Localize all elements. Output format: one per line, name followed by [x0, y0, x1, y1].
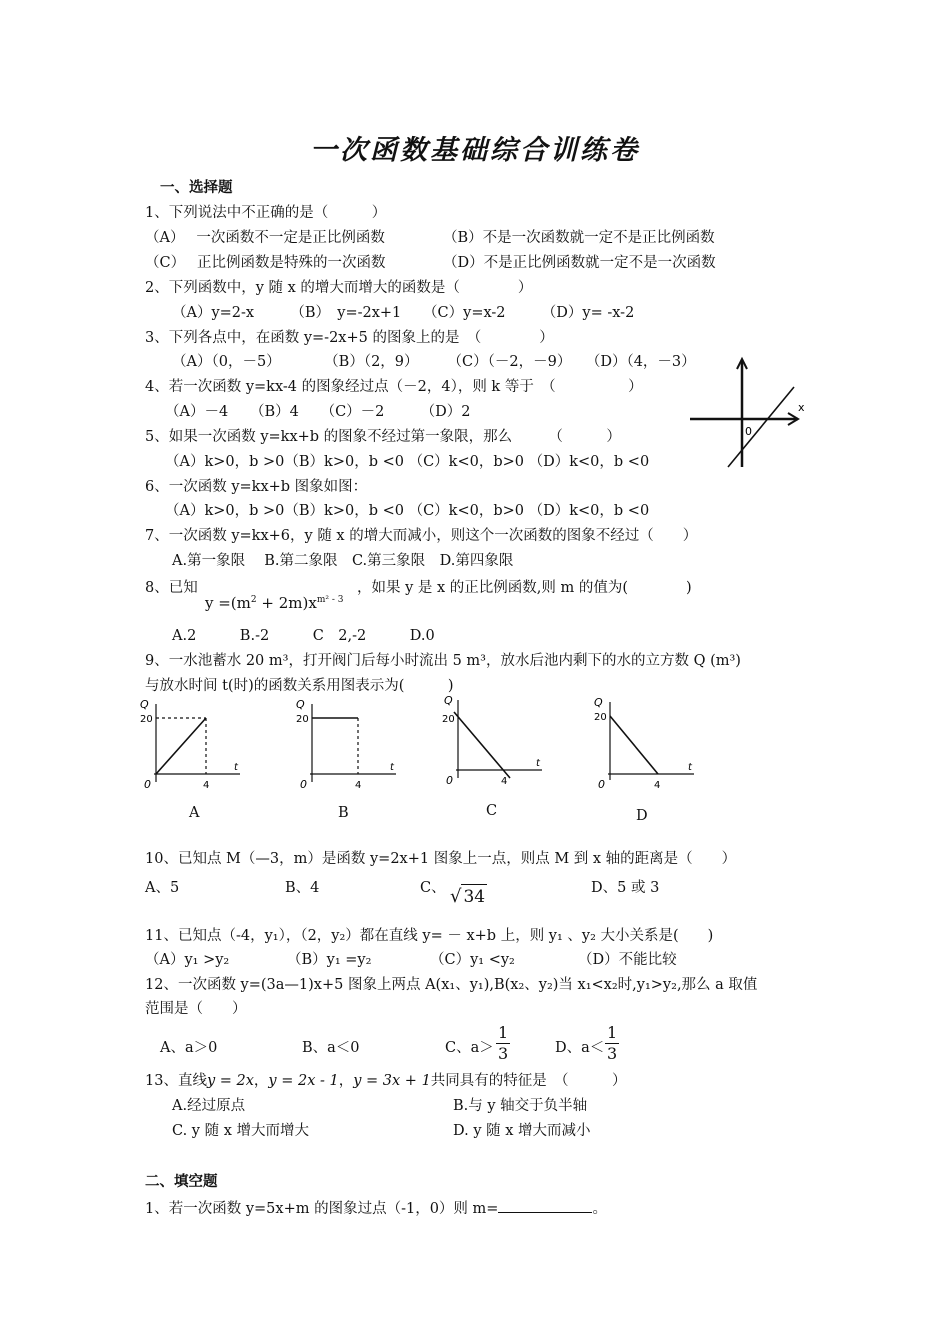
q6-x-label: x — [798, 401, 805, 414]
fill1-question — [145, 1198, 607, 1219]
q13-option-d: D. y 随 x 增大而减小 — [453, 1123, 591, 1139]
q9-c-y-tick: 20 — [442, 714, 455, 725]
q11-stem: 11、已知点（-4，y₁），（2，y₂）都在直线 y= － x+b 上，则 y₁ 、y₂ 大小关系是( ) — [145, 928, 714, 944]
q10-option-c-sqrt: √ 34 — [450, 886, 486, 907]
q9-c-origin: 0 — [446, 774, 453, 787]
q12-line1: 12、一次函数 y=(3a—1)x+5 图象上两点 A(x₁、y₁),B(x₂、y₂)当 x₁<x₂时,y₁>y₂,那么 a 取值 — [145, 977, 758, 993]
q9-b-origin: 0 — [300, 778, 307, 791]
q9-d-line — [610, 716, 658, 774]
q9-a-line — [156, 718, 206, 774]
q8-suffix: ，如果 y 是 x 的正比例函数,则 m 的值为( ) — [357, 580, 692, 596]
q10-option-c-prefix: C、 — [420, 880, 446, 896]
q1-option-c: （C） 正比例函数是特殊的一次函数 — [145, 255, 386, 271]
q9-a-y-tick: 20 — [140, 714, 153, 725]
q13-option-a: A.经过原点 — [172, 1098, 246, 1114]
q9-d-y-tick: 20 — [594, 712, 607, 723]
q10-option-a: A、5 — [145, 880, 180, 896]
q12-option-d-fraction — [605, 1023, 619, 1064]
fill1-stem: 1、若一次函数 y=5x+m 的图象过点（-1，0）则 m= — [145, 1201, 499, 1217]
section-fill-heading: 二、填空题 — [145, 1173, 218, 1190]
q9-b-y-label: Q — [296, 698, 305, 711]
q11-option-a: （A）y₁ >y₂ — [145, 952, 230, 968]
q9-d-origin: 0 — [598, 778, 605, 791]
q9-b-y-tick: 20 — [296, 714, 309, 725]
q9-graph-d-label: D — [636, 808, 648, 824]
q3-options: （A）（0，－5） （B）（2，9） （C）（－2，－9） （D）（4，－3） — [172, 354, 696, 370]
q9-line2: 与放水时间 t(时)的函数关系用图表示为( ) — [145, 678, 454, 694]
q8-formula-exp2: m² - 3 — [316, 595, 344, 605]
q13-eq1: y = 2x — [206, 1073, 254, 1089]
q9-c-y-label: Q — [444, 694, 453, 707]
q11-option-d: （D）不能比较 — [578, 952, 677, 968]
q13-eq3: y = 3x + 1 — [353, 1073, 431, 1089]
q7-options: A.第一象限 B.第二象限 C.第三象限 D.第四象限 — [172, 553, 514, 569]
q9-c-x-tick: 4 — [501, 776, 508, 787]
q5-stem: 5、如果一次函数 y=kx+b 的图象不经过第一象限，那么 （ ） — [145, 429, 621, 445]
q13-option-b: B.与 y 轴交于负半轴 — [453, 1098, 588, 1114]
q9-graph-b-label: B — [338, 805, 349, 821]
q5-options: （A）k>0，b >0（B）k>0，b <0 （C）k<0，b>0 （D）k<0，b <0 — [165, 454, 650, 470]
q2-stem: 2、下列函数中，y 随 x 的增大而增大的函数是（ ） — [145, 280, 533, 296]
q9-a-y-label: Q — [140, 698, 149, 711]
q7-stem: 7、一次函数 y=kx+6，y 随 x 的增大而减小，则这个一次函数的图象不经过（ ） — [145, 528, 698, 544]
q12-option-d: D、a＜ — [555, 1040, 605, 1056]
q12-option-b: B、a＜0 — [302, 1040, 360, 1056]
q1-option-d: （D）不是正比例函数就一定不是一次函数 — [443, 255, 716, 271]
q8-formula-y: y =(m — [205, 594, 251, 612]
q12-c-frac-num: 1 — [498, 1023, 509, 1042]
q9-graph-b — [294, 696, 404, 796]
q13-option-c: C. y 随 x 增大而增大 — [172, 1123, 309, 1139]
q8-options: A.2 B.-2 C 2,-2 D.0 — [172, 628, 435, 644]
q9-b-x-label: t — [390, 762, 394, 773]
q13-eq2: y = 2x - 1 — [268, 1073, 339, 1089]
q13-stem: 13、直线y = 2x，y = 2x - 1，y = 3x + 1共同具有的特征是 （ ） — [145, 1073, 627, 1089]
q10-option-c-radicand: 34 — [461, 884, 487, 909]
q8-formula — [205, 590, 343, 613]
q6-function-line — [728, 387, 794, 467]
q10-option-d: D、5 或 3 — [591, 880, 660, 896]
q9-a-x-label: t — [234, 762, 238, 773]
fill1-answer-blank[interactable] — [498, 1198, 592, 1213]
q9-a-x-tick: 4 — [203, 780, 210, 791]
fill1-end: 。 — [592, 1201, 607, 1217]
q1-option-b: （B）不是一次函数就一定不是正比例函数 — [443, 230, 715, 246]
q9-graph-a-label: A — [189, 805, 200, 821]
q9-graph-a — [138, 696, 248, 796]
q8-formula-mid: + 2m)x — [256, 594, 317, 612]
q12-option-c: C、a＞ — [445, 1040, 494, 1056]
q9-c-x-label: t — [536, 758, 540, 769]
q10-option-c — [420, 878, 446, 898]
q10-option-b: B、4 — [285, 880, 320, 896]
q12-option-a: A、a＞0 — [160, 1040, 218, 1056]
q9-graph-c-label: C — [486, 803, 498, 819]
q9-d-y-label: Q — [594, 696, 603, 709]
q6-stem: 6、一次函数 y=kx+b 图象如图： — [145, 479, 368, 495]
page-title: 一次函数基础综合训练卷 — [310, 135, 640, 166]
q9-c-line — [454, 712, 510, 778]
q6-line-graph — [686, 355, 811, 475]
q4-options: （A）－4 （B）4 （C）－2 （D）2 — [165, 404, 471, 420]
q11-option-c: （C）y₁ <y₂ — [430, 952, 515, 968]
q13-stem-prefix: 13、直线 — [145, 1073, 207, 1089]
q12-line2: 范围是（ ） — [145, 1001, 247, 1017]
q13-stem-suffix: 共同具有的特征是 （ ） — [430, 1073, 627, 1089]
q12-d-frac-num: 1 — [607, 1023, 618, 1042]
q9-graph-c — [440, 692, 550, 792]
q6-options: （A）k>0，b >0（B）k>0，b <0 （C）k<0，b>0 （D）k<0，b <0 — [165, 503, 650, 519]
q4-stem: 4、若一次函数 y=kx-4 的图象经过点（－2，4），则 k 等于 （ ） — [145, 379, 643, 395]
q9-graph-d — [592, 694, 702, 794]
q12-c-frac-den: 3 — [498, 1044, 509, 1063]
q8-prefix: 8、已知 — [145, 580, 198, 596]
q9-b-x-tick: 4 — [355, 780, 362, 791]
section-choice-heading: 一、选择题 — [160, 179, 233, 196]
q6-origin-label: 0 — [745, 425, 752, 438]
q2-options: （A）y=2-x （B） y=-2x+1 （C）y=x-2 （D）y= -x-2 — [172, 305, 635, 321]
q10-stem: 10、已知点 M（—3，m）是函数 y=2x+1 图象上一点，则点 M 到 x 轴的距离是（ ） — [145, 851, 737, 867]
q1-stem: 1、下列说法中不正确的是（ ） — [145, 205, 387, 221]
q9-d-x-tick: 4 — [654, 780, 661, 791]
q9-line1: 9、一水池蓄水 20 m³，打开阀门后每小时流出 5 m³，放水后池内剩下的水的立方数 Q (m³) — [145, 653, 741, 669]
q11-option-b: （B）y₁ =y₂ — [287, 952, 372, 968]
q1-option-a: （A） 一次函数不一定是正比例函数 — [145, 230, 385, 246]
q9-a-origin: 0 — [144, 778, 151, 791]
q9-d-x-label: t — [688, 762, 692, 773]
q12-option-c-fraction — [496, 1023, 510, 1064]
q3-stem: 3、下列各点中，在函数 y=-2x+5 的图象上的是 （ ） — [145, 330, 554, 346]
q12-d-frac-den: 3 — [607, 1044, 618, 1063]
q8-formula-exp1: 2 — [250, 595, 257, 605]
